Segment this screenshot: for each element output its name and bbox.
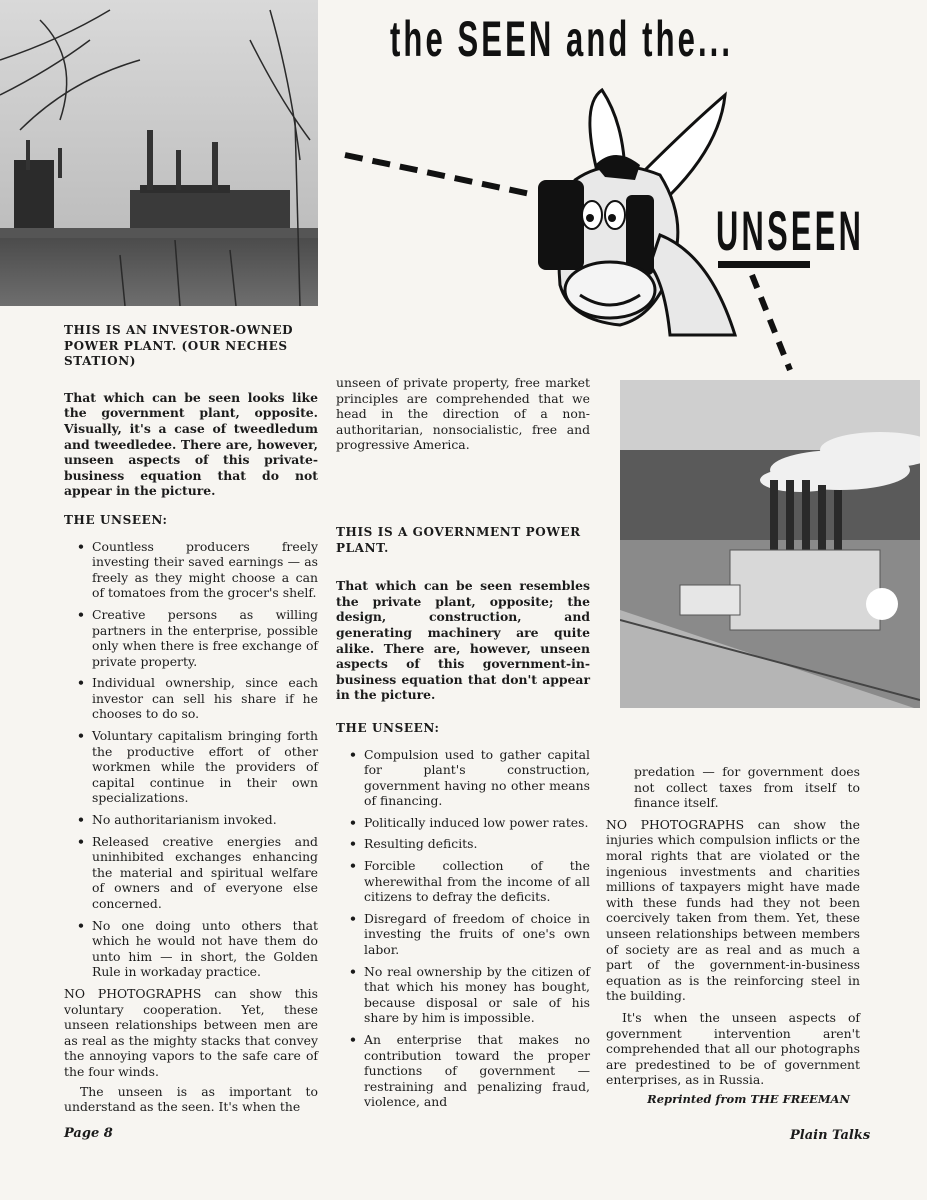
left-unseen-list [64, 539, 318, 980]
list-item: • Creative persons as willing partners in the enterprise, possible only when there is free exchange of private property. [64, 607, 318, 669]
page-number: Page 8 [64, 1126, 113, 1141]
left-unseen-heading: THE UNSEEN: [64, 512, 168, 527]
left-column [64, 323, 318, 1123]
government-plant-photo [620, 380, 920, 708]
middle-unseen-heading: THE UNSEEN: [336, 720, 440, 735]
list-item: • No one doing unto others that which he would not have them do unto him — in short, the Golden Rule in workaday practice. [64, 918, 318, 980]
list-item: • Disregard of freedom of choice in investing the fruits of one's own labor. [336, 911, 590, 958]
list-item: • No real ownership by the citizen of that which his money has bought, because disposal or sale of his share by him is impossible. [336, 964, 590, 1026]
list-item: • Released creative energies and uninhibited exchanges enhancing the material and spiritual welfare of owners and of everyone else concerned. [64, 834, 318, 912]
list-item: • Voluntary capitalism bringing forth the productive effort of other workmen while the providers of capital continue in their own specializations. [64, 728, 318, 806]
publication-name: Plain Talks [790, 1128, 871, 1143]
right-bullet-continuation: predation — for government does not collect taxes from itself to finance itself. [634, 764, 860, 811]
list-item: • Resulting deficits. [336, 836, 590, 852]
list-item: • Forcible collection of the wherewithal from the income of all citizens to defray the deficits. [336, 858, 590, 905]
list-item: • Politically induced low power rates. [336, 815, 590, 831]
page-title: the SEEN and the... [390, 11, 734, 67]
middle-continuation-paragraph: unseen of private property, free market principles are comprehended that we head in the direction of a non-authoritarian, nonsocialistic, free and progressive America. [336, 375, 590, 453]
unseen-heading-graphic: UNSEEN [716, 199, 865, 262]
list-item: • An enterprise that makes no contribution toward the proper functions of government — restraining and penalizing fraud, violence, and [336, 1032, 590, 1110]
right-closing-paragraph: It's when the unseen aspects of government intervention aren't comprehended that all our photographs are predestined to be of government enterprises, as in Russia. [606, 1009, 860, 1088]
list-item: • No authoritarianism invoked. [64, 812, 318, 828]
right-photographs-paragraph: NO PHOTOGRAPHS can show the injuries which compulsion inflicts or the moral rights that are violated or the ingenious investments and charities millions of taxpayers might have made with these funds had they not been coercively taken from them. Yet, these unseen relationships between members of society are as real and as much a part of the government-in-business equation as is the reinforcing steel in the building. [606, 816, 860, 1004]
government-plant-caption: THIS IS A GOVERNMENT POWER PLANT. [336, 524, 581, 555]
government-plant-intro: That which can be seen resembles the private plant, opposite; the design, construction, and generating machinery are quite alike. There are, however, unseen aspects of this government-in-business equation that don't appear in the picture. [336, 578, 590, 703]
investor-plant-intro: That which can be seen looks like the government plant, opposite. Visually, it's a case of tweedledum and tweedledee. There are, however, unseen aspects of this private-business equation that do not appear in the picture. [64, 389, 318, 499]
investor-plant-photo [0, 0, 318, 306]
left-closing-paragraph: The unseen is as important to understand as the seen. It's when the [64, 1083, 318, 1115]
reprint-credit: Reprinted from THE FREEMAN [647, 1091, 850, 1106]
investor-plant-caption: THIS IS AN INVESTOR-OWNED POWER PLANT. (OUR NECHES STATION) [64, 323, 294, 369]
investor-plant-illustration [0, 0, 318, 306]
list-item: • Compulsion used to gather capital for plant's construction, government having no other means of financing. [336, 747, 590, 809]
government-plant-illustration [620, 380, 920, 708]
left-photographs-paragraph: NO PHOTOGRAPHS can show this voluntary cooperation. Yet, these unseen relationships between men are as real as the mighty stacks that convey the annoying vapors to the safe care of the four winds. [64, 985, 318, 1079]
list-item: • Individual ownership, since each investor can sell his share if he chooses to do so. [64, 675, 318, 722]
middle-column [336, 375, 590, 1116]
list-item: • Countless producers freely investing their saved earnings — as freely as they might choose a can of tomatoes from the grocer's shelf. [64, 539, 318, 601]
right-column [606, 764, 860, 1115]
middle-unseen-list [336, 747, 590, 1110]
